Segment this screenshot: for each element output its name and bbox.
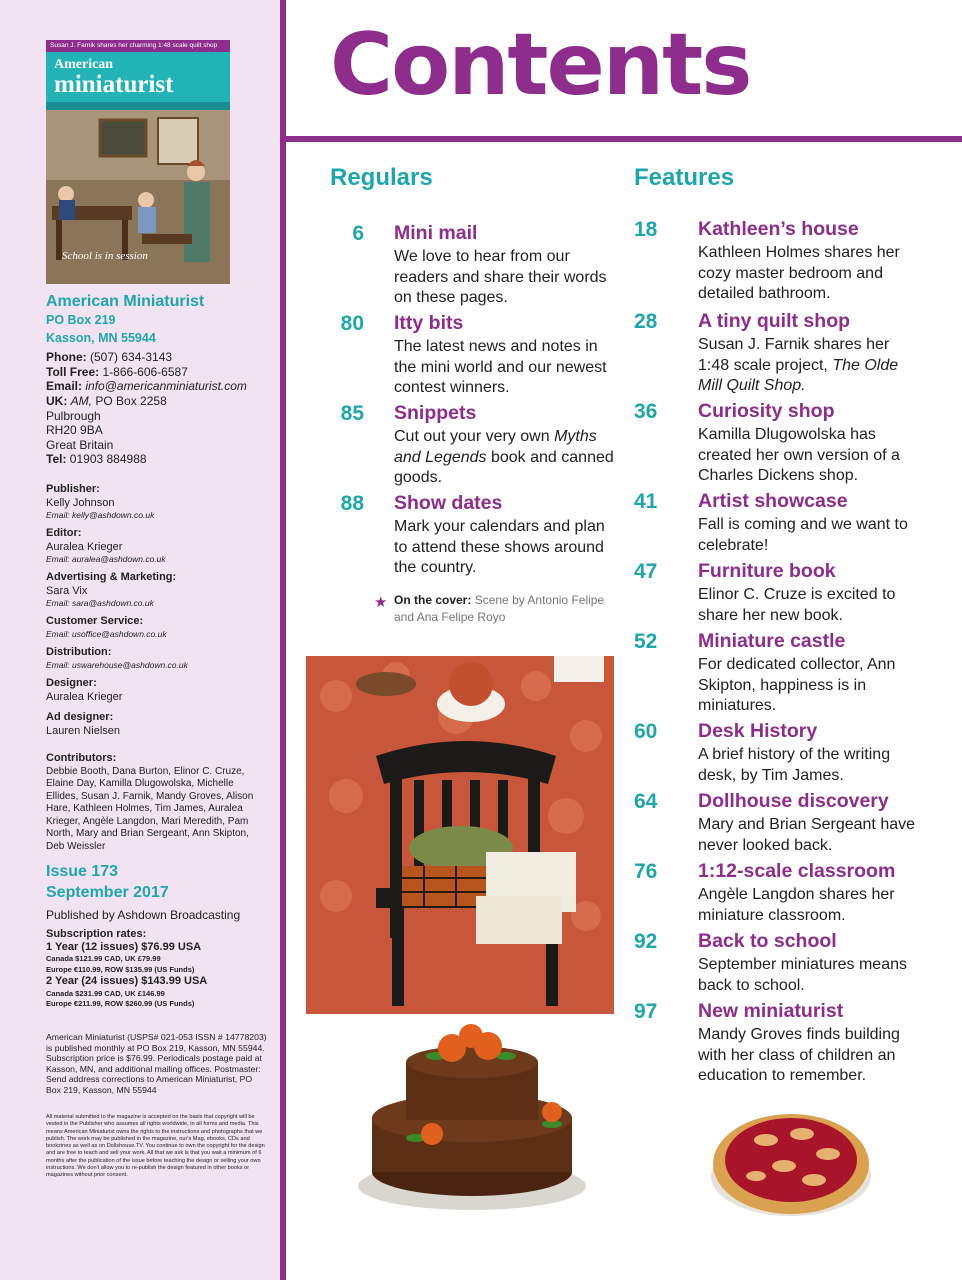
chocolate-cake-photo	[356, 1022, 588, 1214]
page-number: 6	[352, 222, 364, 245]
publication-name: American Miniaturist	[46, 293, 205, 310]
entry-title[interactable]: New miniaturist	[698, 1000, 844, 1022]
staff-entry: Distribution: Email: uswarehouse@ashdown.co.uk	[46, 646, 188, 671]
entry-title[interactable]: Itty bits	[394, 312, 464, 334]
features-heading: Features	[634, 164, 735, 191]
page-title: Contents	[330, 15, 751, 115]
page-number: 47	[634, 560, 658, 583]
staff-entry: Designer: Auralea Krieger	[46, 677, 123, 703]
entry-title[interactable]: Miniature castle	[698, 630, 846, 652]
entry-description: Angèle Langdon shares her miniature classroom.	[698, 886, 895, 924]
entry-title[interactable]: 1:12-scale classroom	[698, 860, 896, 882]
regulars-heading: Regulars	[330, 164, 433, 191]
entry-description: Mandy Groves finds building with her class of children an education to remember.	[698, 1026, 900, 1084]
entry-title[interactable]: A tiny quilt shop	[698, 310, 851, 332]
star-icon: ★	[374, 594, 388, 611]
entry-description: The latest news and notes in the mini world and our newest contest winners.	[394, 338, 607, 396]
entry-description: Susan J. Farnik shares her 1:48 scale project, The Olde Mill Quilt Shop.	[698, 336, 899, 394]
entry-description: A brief history of the writing desk, by Tim James.	[698, 746, 891, 784]
page-number: 76	[634, 860, 658, 883]
copyright-notice: All material submitted to the magazine is accepted on the basis that copyright will be vested in the Publisher who assumes all rights worldwide, in all forms and media. This means American Miniaturist owns the rights to the instructions and photographs that we publish. The work may be published in the magazine, our's Mag, ebooks, CDs and bookzines as well as on Dollshouse.TV. You continue to own the copyright for the design and are free to teach and sell your work. All that we ask is that you wait a minimum of 6 months after the publication of the issue before teaching the design or selling your own instructions. We don't allow you to re-publish the design featured in other books or magazines without prior consent.	[46, 1114, 265, 1179]
entry-title[interactable]: Mini mail	[394, 222, 478, 244]
staff-entry: Editor: Auralea Krieger Email: auralea@ashdown.co.uk	[46, 527, 166, 565]
entry-title[interactable]: Kathleen’s house	[698, 218, 859, 240]
on-the-cover-note: ★ On the cover: Scene by Antonio Felipe and Ana Felipe Royo	[374, 593, 605, 625]
page-number: 88	[340, 492, 364, 515]
entry-description: Cut out your very own Myths and Legends book and canned goods.	[394, 428, 614, 486]
entry-title[interactable]: Dollhouse discovery	[698, 790, 889, 812]
staff-entry: Advertising & Marketing: Sara Vix Email: sara@ashdown.co.uk	[46, 571, 177, 609]
issue-info: Issue 173 September 2017	[46, 863, 169, 901]
page-number: 64	[634, 790, 658, 813]
page-number: 85	[340, 402, 364, 425]
entry-title[interactable]: Back to school	[698, 930, 837, 952]
entry-description: We love to hear from our readers and share their words on these pages.	[394, 248, 607, 306]
subscription-rates: Subscription rates: 1 Year (12 issues) $76.99 USA Canada $121.99 CAD, UK £79.99 Europe €110.99, ROW $135.99 (US Funds) 2 Year (24 issues) $143.99 USA Canada $231.99 CAD, UK £146.99 Europe €211.99, ROW $260.99 (US Funds)	[46, 928, 208, 1009]
page-number: 52	[634, 630, 658, 653]
staff-entry: Customer Service: Email: usoffice@ashdown.co.uk	[46, 615, 167, 640]
vertical-divider	[280, 0, 286, 1280]
entry-description: For dedicated collector, Ann Skipton, happiness is in miniatures.	[698, 656, 896, 714]
entry-description: Fall is coming and we want to celebrate!	[698, 516, 908, 554]
mailing-address: PO Box 219 Kasson, MN 55944	[46, 313, 156, 345]
page-number: 18	[634, 218, 658, 241]
entry-title[interactable]: Artist showcase	[698, 490, 848, 512]
chair-table-photo	[306, 656, 614, 1014]
page-number: 92	[634, 930, 658, 953]
page-number: 60	[634, 720, 658, 743]
usps-notice: American Miniaturist (USPS# 021-053 ISSN # 14778203) is published monthly at PO Box 219, Kasson, MN 55944. Subscription price is $76.99. Periodicals postage paid at Kasson, MN, and additional mailing offices. Postmaster: Send address corrections to American Miniaturist, PO Box 219, Kasson, MN 55944	[46, 1032, 267, 1096]
entry-description: Kathleen Holmes shares her cozy master bedroom and detailed bathroom.	[698, 244, 900, 302]
entry-description: Kamilla Dlugowolska has created her own version of a Charles Dickens shop.	[698, 426, 900, 484]
cover-strapline: Susan J. Farnik shares her charming 1:48 scale quilt shop	[46, 40, 230, 52]
entry-title[interactable]: Curiosity shop	[698, 400, 835, 422]
entry-description: September miniatures means back to school.	[698, 956, 907, 994]
cherry-pie-photo	[708, 1096, 874, 1222]
page-number: 41	[634, 490, 658, 513]
contact-details: Phone: (507) 634-3143 Toll Free: 1-866-606-6587 Email: info@americanminiaturist.com UK: AM, PO Box 2258 Pulbrough RH20 9BA Great Britain Tel: 01903 884988	[46, 350, 247, 467]
entry-title[interactable]: Desk History	[698, 720, 818, 742]
entry-description: Mark your calendars and plan to attend these shows around the country.	[394, 518, 605, 576]
entry-description: Mary and Brian Sergeant have never looked back.	[698, 816, 916, 854]
page-number: 36	[634, 400, 658, 423]
staff-list	[46, 476, 268, 738]
page-number: 28	[634, 310, 658, 333]
entry-title[interactable]: Furniture book	[698, 560, 836, 582]
staff-entry: Ad designer: Lauren Nielsen	[46, 711, 120, 737]
staff-entry: Publisher: Kelly Johnson Email: kelly@ashdown.co.uk	[46, 483, 155, 520]
cover-caption: School is in session	[62, 250, 148, 263]
cover-masthead: American miniaturist	[46, 52, 230, 102]
masthead-sidebar	[0, 0, 280, 1280]
title-underline	[286, 136, 962, 142]
page-number: 80	[340, 312, 364, 335]
contributors: Contributors: Debbie Booth, Dana Burton, Elinor C. Cruze, Elaine Day, Kamilla Dlugowolska, Michelle Ellides, Susan J. Farnik, Mandy Groves, Alison Hare, Kathleen Holmes, Tim James, Auralea Krieger, Angèle Langdon, Mari Meredith, Pam North, Mary and Brian Sergeant, Ann Skipton, Deb Weissler	[46, 752, 254, 852]
page-number: 97	[634, 1000, 658, 1023]
publisher-line: Published by Ashdown Broadcasting	[46, 908, 241, 922]
cover-thumbnail[interactable]	[46, 52, 230, 284]
contact-email-link[interactable]: info@americanminiaturist.com	[85, 379, 247, 394]
entry-description: Elinor C. Cruze is excited to share her new book.	[698, 586, 896, 624]
entry-title[interactable]: Snippets	[394, 402, 477, 424]
entry-title[interactable]: Show dates	[394, 492, 503, 514]
